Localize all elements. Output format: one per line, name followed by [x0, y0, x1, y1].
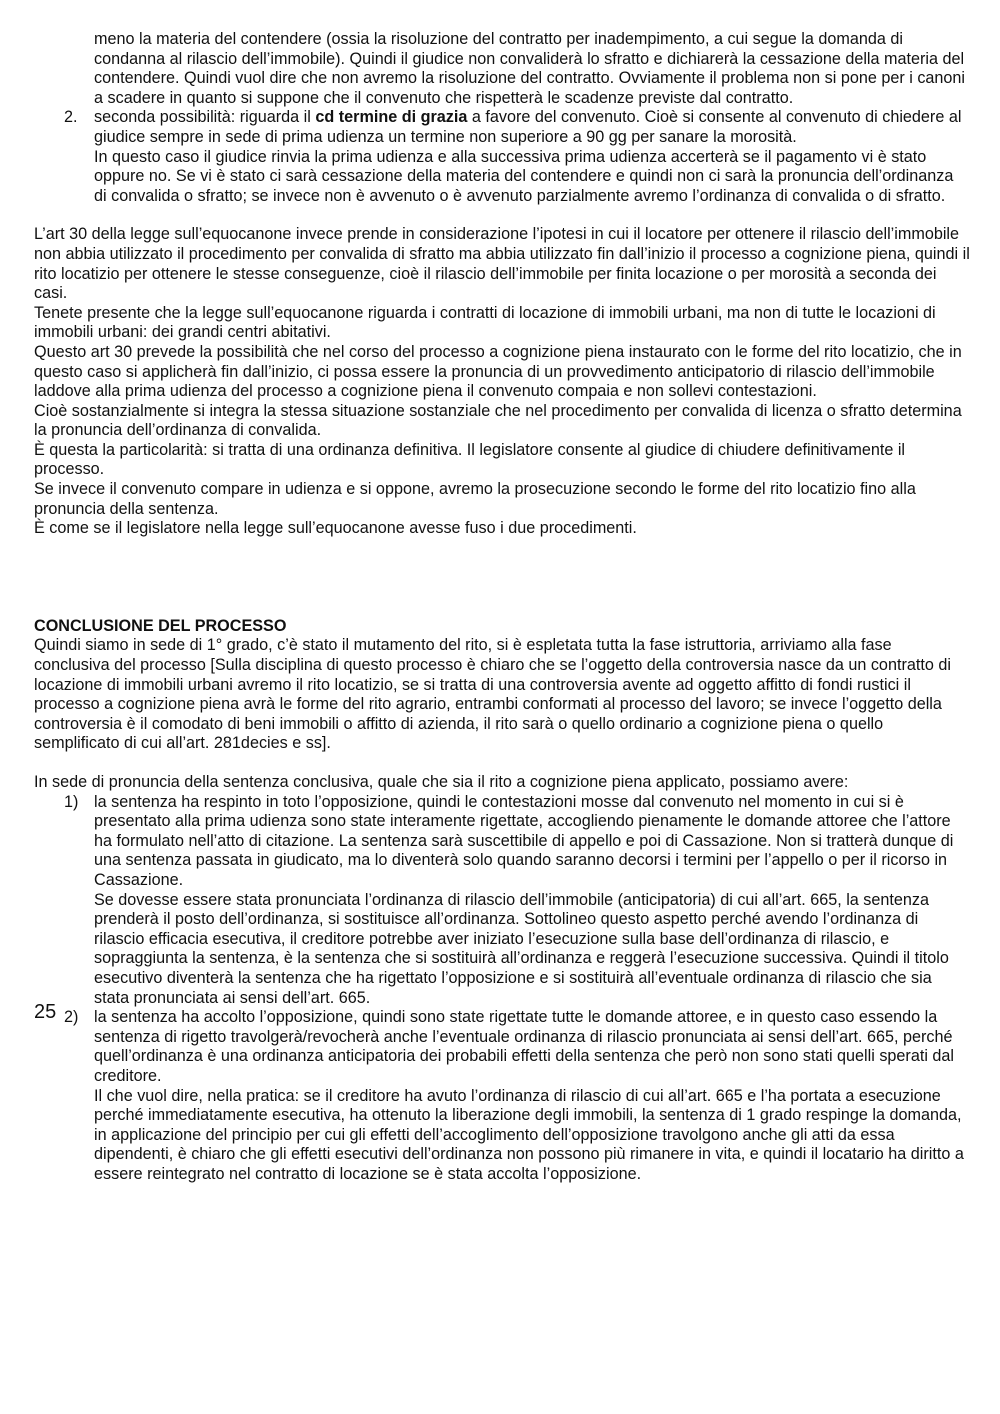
paragraph: Se invece il convenuto compare in udienza e si oppone, avremo la prosecuzione secondo le forme del rito locatizio fino alla pronuncia della sentenza. [34, 480, 916, 518]
bold-term: cd termine di grazia [315, 108, 468, 127]
list-item-continuation: Se dovesse essere stata pronunciata l’ordinanza di rilascio dell’immobile (anticipatoria) di cui all’art. 665, la sentenza prenderà il posto dell’ordinanza, si sostituisce all’ordinanza. Sottolineo questo aspetto perché avendo l’ordinanza di rilascio efficacia esecutiva, il creditore potrebbe aver iniziato l’esecuzione sulla base dell’ordinanza di rilascio, e sopraggiunta la sentenza, è la sentenza che si sostituirà all’ordinanza e reggerà l’esecuzione successiva. Quindi il titolo esecutivo diventerà la sentenza che ha rigettato l’opposizione e si sostituirà all’eventuale ordinanza di rilascio che sia stata pronunciata ai sensi dell’art. 665. [94, 890, 949, 1007]
list-item-body [94, 1008, 970, 1184]
art30-section [34, 225, 970, 539]
paragraph: È come se il legislatore nella legge sull’equocanone avesse fuso i due procedimenti. [34, 519, 637, 538]
list-item-2 [34, 108, 970, 206]
paragraph: L’art 30 della legge sull’equocanone invece prende in considerazione l’ipotesi in cui il locatore per ottenere il rilascio dell’immobile non abbia utilizzato il procedimento per convalida di sfratto ma abbia utilizzato fin dall’inizio il processo a cognizione piena, quindi il rito locatizio per ottenere le stesse conseguenze, cioè il rilascio dell’immobile per finita locazione o per morosità a seconda dei casi. [34, 225, 970, 303]
list-item-number: 1) [64, 792, 79, 811]
paragraph: Questo art 30 prevede la possibilità che nel corso del processo a cognizione piena instaurato con le forme del rito locatizio, che in questo caso si applicherà fin dall’inizio, ci possa essere la pronuncia di un provvedimento anticipatorio di rilascio dell’immobile laddove alla prima udienza del processo a cognizione piena il convenuto compaia e non sollevi contestazioni. [34, 342, 962, 401]
list-item-body [94, 108, 970, 206]
paragraph: Quindi siamo in sede di 1° grado, c’è stato il mutamento del rito, si è espletata tutta la fase istruttoria, arriviamo alla fase conclusiva del processo [Sulla disciplina di questo processo è chiaro che se l’oggetto della controversia nasce da un contratto di locazione di immobili urbani avremo il rito locatizio, se si tratta di una controversia avente ad oggetto affitto di fondi rustici il processo a cognizione piena avrà le forme del rito agrario, entrambi conformati al processo del lavoro; se invece l’oggetto della controversia è il comodato di beni immobili o affitto di azienda, il rito sarà o quello ordinario a cognizione piena o quello semplificato di cui all’art. 281decies e ss]. [34, 636, 951, 753]
paragraph: Tenete presente che la legge sull’equocanone riguarda i contratti di locazione di immobili urbani, ma non di tutte le locazioni di immobili urbani: dei grandi centri abitativi. [34, 303, 936, 342]
list-item-2-text-before: seconda possibilità: riguarda il [94, 108, 316, 127]
list-item-number: 2. [64, 108, 78, 127]
spacer [34, 754, 970, 773]
list-item [34, 793, 970, 1009]
list-item [34, 1008, 970, 1184]
page-content [34, 30, 970, 1184]
list-item-2-text-after: a favore del convenuto. Cioè si consente al convenuto di chiedere al giudice sempre in sede di prima udienza un termine non superiore a 90 gg per sanare la morosità. [94, 108, 962, 146]
list-item-1-continuation: meno la materia del contendere (ossia la risoluzione del contratto per inadempimento, a cui segue la domanda di condanna al rilascio dell’immobile). Quindi il giudice non convaliderà lo sfratto e dichiarerà la cessazione della materia del contendere. Quindi vuol dire che non avremo la risoluzione del contratto. Ovviamente il problema non si pone per i canoni a scadere in quanto si suppone che il convenuto che rispetterà le scadenze previste dal contratto. [94, 30, 966, 107]
paragraph: È questa la particolarità: si tratta di una ordinanza definitiva. Il legislatore consente al giudice di chiudere definitivamente il processo. [34, 440, 906, 479]
list-item-2-text [94, 108, 970, 147]
list-item-text: la sentenza ha accolto l’opposizione, quindi sono state rigettate tutte le domande attoree, e in questo caso essendo la sentenza di rigetto travolgerà/revocherà anche l’eventuale ordinanza di rilascio pronunciata ai sensi dell’art. 665, perché quell’ordinanza è una ordinanza anticipatoria dei probabili effetti della sentenza che però non sono stati quelli sperati dal creditore. [94, 1008, 955, 1085]
list-item-body [94, 793, 970, 1009]
spacer [34, 539, 970, 617]
paragraph: Cioè sostanzialmente si integra la stessa situazione sostanziale che nel procedimento per convalida di licenza o sfratto determina la pronuncia dell’ordinanza di convalida. [34, 401, 962, 440]
list-item-text: la sentenza ha respinto in toto l’opposizione, quindi le contestazioni mosse dal convenuto nel momento in cui si è presentato alla prima udienza sono state interamente rigettate, accogliendo pienamente le domande attoree che l’attore ha formulato nell’atto di citazione. La sentenza sarà suscettibile di appello e poi di Cassazione. Non si tratterà dunque di una sentenza passata in giudicato, ma lo diventerà solo quando saranno decorsi i termini per l’appello o per il ricorso in Cassazione. [94, 792, 954, 889]
conclusione-section [34, 617, 970, 1185]
page-number: 25 [34, 1001, 57, 1023]
spacer [34, 206, 970, 225]
list-item-number: 2) [64, 1008, 79, 1027]
list-item-continuation: Il che vuol dire, nella pratica: se il creditore ha avuto l’ordinanza di rilascio di cui all’art. 665 e l’ha portata a esecuzione perché immediatamente esecutiva, ha ottenuto la liberazione degli immobili, la sentenza di 1 grado respinge la domanda, in applicazione del principio per cui gli effetti dell’accoglimento dell’opposizione travolgono anche gli atti da essa dipendenti, è chiaro che gli effetti esecutivi dell’ordinanza non possono più rimanere in vita, e quindi il locatario ha diritto a essere reintegrato nel contratto di locazione se è stata accolta l’opposizione. [94, 1086, 964, 1183]
paragraph: In sede di pronuncia della sentenza conclusiva, quale che sia il rito a cognizione piena applicato, possiamo avere: [34, 773, 849, 791]
section-heading: CONCLUSIONE DEL PROCESSO [34, 616, 287, 635]
list-item-2-continuation: In questo caso il giudice rinvia la prima udienza e alla successiva prima udienza accerterà se il pagamento vi è stato oppure no. Se vi è stato ci sarà cessazione della materia del contendere e quindi non ci sarà la pronuncia dell’ordinanza di convalida o sfratto; se invece non è avvenuto o è avvenuto parzialmente avremo l’ordinanza di convalida o di sfratto. [94, 147, 954, 205]
